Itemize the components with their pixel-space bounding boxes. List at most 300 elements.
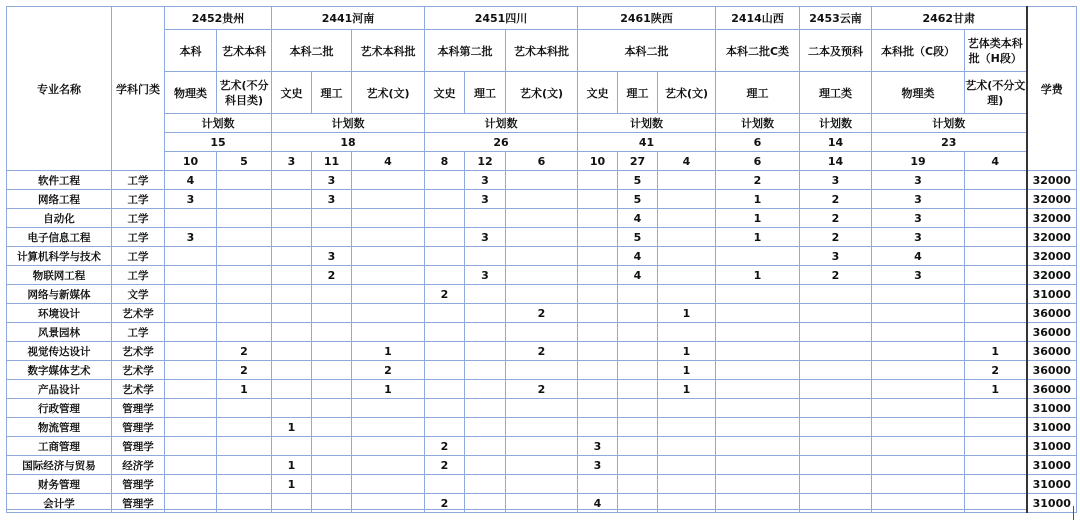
tuition-fee: 32000 <box>1027 228 1077 247</box>
plan-cell: 2 <box>506 342 578 361</box>
plan-cell <box>217 456 272 475</box>
major-category: 工学 <box>112 228 165 247</box>
plan-cell <box>800 285 872 304</box>
plan-cell: 2 <box>800 209 872 228</box>
plan-cell <box>658 475 716 494</box>
header-category: 学科门类 <box>112 7 165 171</box>
plan-cell <box>165 247 217 266</box>
plan-cell <box>217 437 272 456</box>
admission-plan-table <box>6 6 1077 513</box>
plan-cell <box>618 475 658 494</box>
major-name: 软件工程 <box>7 171 112 190</box>
type-count: 27 <box>618 152 658 171</box>
province-gansu: 2462甘肃 <box>872 7 1027 30</box>
plan-cell: 4 <box>618 209 658 228</box>
plan-cell <box>165 304 217 323</box>
plan-cell: 4 <box>578 494 618 513</box>
major-category: 管理学 <box>112 418 165 437</box>
plan-cell <box>217 475 272 494</box>
tuition-fee: 32000 <box>1027 266 1077 285</box>
plan-cell <box>465 418 506 437</box>
table-row <box>7 228 1077 247</box>
plan-cell <box>716 437 800 456</box>
plan-cell <box>618 342 658 361</box>
plan-cell: 3 <box>165 228 217 247</box>
plan-cell: 3 <box>465 171 506 190</box>
plan-cell <box>965 323 1027 342</box>
plan-cell <box>272 323 312 342</box>
major-name: 计算机科学与技术 <box>7 247 112 266</box>
plan-cell <box>465 437 506 456</box>
subject-type-header: 艺术(不分文理) <box>965 72 1027 114</box>
tuition-fee: 36000 <box>1027 342 1077 361</box>
plan-cell <box>965 228 1027 247</box>
admission-plan-sheet <box>6 6 1077 513</box>
plan-cell <box>872 399 965 418</box>
plan-cell <box>312 418 352 437</box>
plan-cell: 2 <box>217 361 272 380</box>
plan-cell: 3 <box>165 190 217 209</box>
plan-cell <box>578 209 618 228</box>
table-row <box>7 418 1077 437</box>
plan-cell <box>272 228 312 247</box>
plan-total: 26 <box>425 133 578 152</box>
plan-cell: 2 <box>312 266 352 285</box>
plan-cell <box>425 323 465 342</box>
plan-cell: 3 <box>578 437 618 456</box>
subject-type-header: 艺术(文) <box>352 72 425 114</box>
plan-cell <box>618 361 658 380</box>
major-name: 网络工程 <box>7 190 112 209</box>
plan-cell <box>425 247 465 266</box>
plan-cell <box>272 304 312 323</box>
major-name: 财务管理 <box>7 475 112 494</box>
plan-cell <box>800 361 872 380</box>
plan-cell <box>465 209 506 228</box>
tuition-fee: 36000 <box>1027 380 1077 399</box>
plan-cell <box>506 323 578 342</box>
batch-header: 本科第二批 <box>425 30 506 72</box>
major-name: 会计学 <box>7 494 112 513</box>
type-count: 8 <box>425 152 465 171</box>
table-row <box>7 171 1077 190</box>
tuition-fee: 36000 <box>1027 361 1077 380</box>
plan-cell <box>217 266 272 285</box>
plan-cell: 1 <box>965 380 1027 399</box>
plan-cell <box>800 418 872 437</box>
major-category: 经济学 <box>112 456 165 475</box>
plan-cell <box>658 285 716 304</box>
plan-cell: 4 <box>618 247 658 266</box>
major-category: 工学 <box>112 171 165 190</box>
plan-cell <box>217 304 272 323</box>
plan-cell <box>800 399 872 418</box>
plan-cell <box>352 266 425 285</box>
table-row <box>7 266 1077 285</box>
plan-cell: 3 <box>312 190 352 209</box>
plan-cell <box>272 171 312 190</box>
plan-cell <box>312 228 352 247</box>
plan-cell <box>165 361 217 380</box>
plan-cell <box>217 228 272 247</box>
plan-cell <box>506 475 578 494</box>
plan-cell <box>618 399 658 418</box>
plan-cell <box>425 190 465 209</box>
plan-cell: 2 <box>425 285 465 304</box>
type-count: 10 <box>165 152 217 171</box>
table-row <box>7 399 1077 418</box>
plan-total: 41 <box>578 133 716 152</box>
plan-cell: 2 <box>425 456 465 475</box>
major-category: 艺术学 <box>112 304 165 323</box>
plan-cell <box>506 285 578 304</box>
plan-cell <box>658 209 716 228</box>
plan-cell <box>312 285 352 304</box>
plan-cell: 3 <box>465 190 506 209</box>
major-name: 电子信息工程 <box>7 228 112 247</box>
plan-cell <box>272 266 312 285</box>
subject-type-header: 文史 <box>578 72 618 114</box>
plan-cell <box>465 342 506 361</box>
subject-type-header: 文史 <box>425 72 465 114</box>
plan-cell <box>618 323 658 342</box>
plan-cell <box>272 380 312 399</box>
type-count: 4 <box>965 152 1027 171</box>
plan-cell <box>800 323 872 342</box>
major-category: 艺术学 <box>112 361 165 380</box>
major-name: 物联网工程 <box>7 266 112 285</box>
plan-cell <box>578 361 618 380</box>
plan-cell <box>716 304 800 323</box>
table-row <box>7 380 1077 399</box>
tuition-fee: 32000 <box>1027 190 1077 209</box>
plan-cell <box>165 437 217 456</box>
tuition-fee: 31000 <box>1027 285 1077 304</box>
plan-cell <box>425 380 465 399</box>
plan-cell <box>872 342 965 361</box>
major-category: 管理学 <box>112 475 165 494</box>
plan-cell: 3 <box>465 228 506 247</box>
plan-cell <box>506 209 578 228</box>
plan-cell <box>312 361 352 380</box>
plan-cell <box>716 456 800 475</box>
plan-cell <box>618 437 658 456</box>
type-count: 4 <box>352 152 425 171</box>
plan-cell: 1 <box>716 209 800 228</box>
plan-cell: 2 <box>506 380 578 399</box>
major-name: 环境设计 <box>7 304 112 323</box>
plan-label: 计划数 <box>872 114 1027 133</box>
plan-cell <box>465 361 506 380</box>
plan-cell: 4 <box>618 266 658 285</box>
plan-cell <box>578 323 618 342</box>
plan-total: 18 <box>272 133 425 152</box>
plan-cell <box>312 323 352 342</box>
plan-cell <box>217 399 272 418</box>
plan-cell <box>217 285 272 304</box>
tuition-fee: 31000 <box>1027 418 1077 437</box>
plan-cell <box>658 266 716 285</box>
major-name: 网络与新媒体 <box>7 285 112 304</box>
plan-cell <box>465 456 506 475</box>
plan-cell <box>658 437 716 456</box>
plan-cell <box>716 475 800 494</box>
plan-cell: 2 <box>800 190 872 209</box>
plan-cell <box>352 171 425 190</box>
plan-cell <box>578 171 618 190</box>
header-fee: 学费 <box>1027 7 1077 171</box>
plan-cell <box>578 285 618 304</box>
major-name: 物流管理 <box>7 418 112 437</box>
plan-cell <box>872 380 965 399</box>
subject-type-header: 文史 <box>272 72 312 114</box>
plan-total: 14 <box>800 133 872 152</box>
plan-cell: 1 <box>658 304 716 323</box>
plan-cell <box>800 475 872 494</box>
plan-cell: 4 <box>165 171 217 190</box>
major-rows <box>7 171 1077 513</box>
plan-cell <box>312 209 352 228</box>
plan-cell <box>165 475 217 494</box>
plan-cell: 1 <box>658 361 716 380</box>
plan-cell <box>965 456 1027 475</box>
plan-label: 计划数 <box>272 114 425 133</box>
batch-header: 艺术本科批 <box>506 30 578 72</box>
plan-cell <box>352 456 425 475</box>
plan-cell <box>165 418 217 437</box>
plan-cell <box>716 361 800 380</box>
plan-cell <box>618 285 658 304</box>
tuition-fee: 31000 <box>1027 437 1077 456</box>
plan-cell <box>425 418 465 437</box>
plan-cell <box>965 304 1027 323</box>
batch-header: 本科二批C类 <box>716 30 800 72</box>
major-name: 产品设计 <box>7 380 112 399</box>
subject-type-header: 理工 <box>716 72 800 114</box>
plan-cell <box>217 323 272 342</box>
plan-cell <box>965 475 1027 494</box>
plan-cell <box>272 361 312 380</box>
tuition-fee: 32000 <box>1027 209 1077 228</box>
table-row <box>7 247 1077 266</box>
province-sichuan: 2451四川 <box>425 7 578 30</box>
major-category: 管理学 <box>112 399 165 418</box>
plan-cell <box>425 475 465 494</box>
plan-cell <box>217 247 272 266</box>
plan-cell <box>272 399 312 418</box>
plan-label: 计划数 <box>425 114 578 133</box>
plan-cell <box>618 418 658 437</box>
plan-cell <box>165 342 217 361</box>
plan-cell: 1 <box>716 190 800 209</box>
plan-cell <box>352 399 425 418</box>
table-row <box>7 475 1077 494</box>
plan-cell <box>425 304 465 323</box>
tuition-fee: 31000 <box>1027 494 1077 513</box>
plan-cell <box>965 247 1027 266</box>
major-name: 工商管理 <box>7 437 112 456</box>
plan-cell <box>506 399 578 418</box>
plan-cell: 4 <box>872 247 965 266</box>
plan-cell <box>165 456 217 475</box>
plan-total: 6 <box>716 133 800 152</box>
plan-cell <box>352 418 425 437</box>
plan-cell <box>352 209 425 228</box>
plan-cell: 1 <box>352 342 425 361</box>
plan-cell <box>578 342 618 361</box>
plan-cell: 2 <box>716 171 800 190</box>
plan-cell: 3 <box>800 247 872 266</box>
header-major-name: 专业名称 <box>7 7 112 171</box>
tuition-fee: 32000 <box>1027 247 1077 266</box>
major-name: 数字媒体艺术 <box>7 361 112 380</box>
plan-cell <box>965 266 1027 285</box>
subject-type-header: 物理类 <box>165 72 217 114</box>
plan-label: 计划数 <box>165 114 272 133</box>
plan-cell <box>716 380 800 399</box>
type-count: 3 <box>272 152 312 171</box>
plan-cell <box>506 361 578 380</box>
subject-type-header: 艺术(文) <box>506 72 578 114</box>
table-row <box>7 437 1077 456</box>
plan-cell <box>578 475 618 494</box>
plan-cell <box>872 323 965 342</box>
plan-cell <box>272 190 312 209</box>
plan-cell <box>352 247 425 266</box>
plan-cell <box>312 399 352 418</box>
plan-cell: 1 <box>716 266 800 285</box>
plan-cell <box>352 304 425 323</box>
plan-cell <box>965 209 1027 228</box>
plan-cell <box>618 304 658 323</box>
plan-cell <box>872 475 965 494</box>
batch-header: 艺体类本科批（H段） <box>965 30 1027 72</box>
plan-cell <box>800 456 872 475</box>
batch-header: 本科二批 <box>272 30 352 72</box>
tuition-fee: 36000 <box>1027 304 1077 323</box>
plan-cell <box>506 171 578 190</box>
plan-cell <box>506 456 578 475</box>
plan-cell: 3 <box>578 456 618 475</box>
plan-cell: 3 <box>872 209 965 228</box>
plan-cell: 5 <box>618 228 658 247</box>
plan-cell <box>800 380 872 399</box>
subject-type-header: 理工 <box>618 72 658 114</box>
plan-cell <box>506 247 578 266</box>
major-name: 行政管理 <box>7 399 112 418</box>
plan-cell: 1 <box>272 418 312 437</box>
table-row <box>7 323 1077 342</box>
province-shanxi: 2414山西 <box>716 7 800 30</box>
type-count: 12 <box>465 152 506 171</box>
plan-cell <box>272 247 312 266</box>
plan-cell: 1 <box>965 342 1027 361</box>
plan-cell <box>618 380 658 399</box>
plan-cell <box>165 209 217 228</box>
plan-cell <box>217 209 272 228</box>
plan-cell <box>965 171 1027 190</box>
plan-cell <box>658 228 716 247</box>
plan-cell <box>618 456 658 475</box>
table-row <box>7 285 1077 304</box>
plan-cell: 2 <box>506 304 578 323</box>
plan-cell <box>658 247 716 266</box>
type-count: 19 <box>872 152 965 171</box>
table-row <box>7 190 1077 209</box>
major-category: 艺术学 <box>112 342 165 361</box>
plan-cell <box>716 342 800 361</box>
plan-cell <box>578 304 618 323</box>
plan-cell <box>217 418 272 437</box>
plan-cell <box>272 437 312 456</box>
major-category: 工学 <box>112 190 165 209</box>
province-shaanxi: 2461陕西 <box>578 7 716 30</box>
plan-label: 计划数 <box>800 114 872 133</box>
province-henan: 2441河南 <box>272 7 425 30</box>
plan-cell <box>425 228 465 247</box>
plan-cell <box>965 399 1027 418</box>
plan-cell: 1 <box>658 342 716 361</box>
plan-cell: 3 <box>465 266 506 285</box>
tuition-fee: 36000 <box>1027 323 1077 342</box>
plan-cell <box>352 190 425 209</box>
major-name: 风景园林 <box>7 323 112 342</box>
subject-type-header: 艺术(不分科目类) <box>217 72 272 114</box>
major-category: 工学 <box>112 266 165 285</box>
type-count: 11 <box>312 152 352 171</box>
plan-cell <box>465 475 506 494</box>
type-count: 10 <box>578 152 618 171</box>
plan-cell <box>312 342 352 361</box>
plan-cell <box>965 190 1027 209</box>
batch-header: 本科二批 <box>578 30 716 72</box>
province-yunnan: 2453云南 <box>800 7 872 30</box>
plan-cell <box>272 342 312 361</box>
plan-cell <box>658 399 716 418</box>
table-row <box>7 342 1077 361</box>
plan-cell <box>352 437 425 456</box>
plan-cell <box>465 399 506 418</box>
plan-cell: 3 <box>312 247 352 266</box>
plan-cell <box>872 304 965 323</box>
plan-total: 23 <box>872 133 1027 152</box>
plan-cell <box>716 285 800 304</box>
plan-cell <box>312 456 352 475</box>
subject-type-header: 艺术(文) <box>658 72 716 114</box>
plan-cell <box>578 418 618 437</box>
subject-type-header: 物理类 <box>872 72 965 114</box>
plan-cell <box>872 285 965 304</box>
major-category: 工学 <box>112 247 165 266</box>
tuition-fee: 31000 <box>1027 475 1077 494</box>
plan-cell <box>506 190 578 209</box>
subject-type-header: 理工 <box>465 72 506 114</box>
major-category: 管理学 <box>112 494 165 513</box>
plan-cell <box>578 266 618 285</box>
type-count: 6 <box>506 152 578 171</box>
table-row <box>7 304 1077 323</box>
plan-cell <box>425 209 465 228</box>
plan-cell: 3 <box>872 190 965 209</box>
plan-cell <box>272 209 312 228</box>
plan-cell: 3 <box>872 228 965 247</box>
tuition-fee: 31000 <box>1027 456 1077 475</box>
plan-cell <box>578 399 618 418</box>
plan-cell <box>312 304 352 323</box>
plan-cell <box>658 418 716 437</box>
plan-cell <box>800 342 872 361</box>
plan-cell <box>425 171 465 190</box>
